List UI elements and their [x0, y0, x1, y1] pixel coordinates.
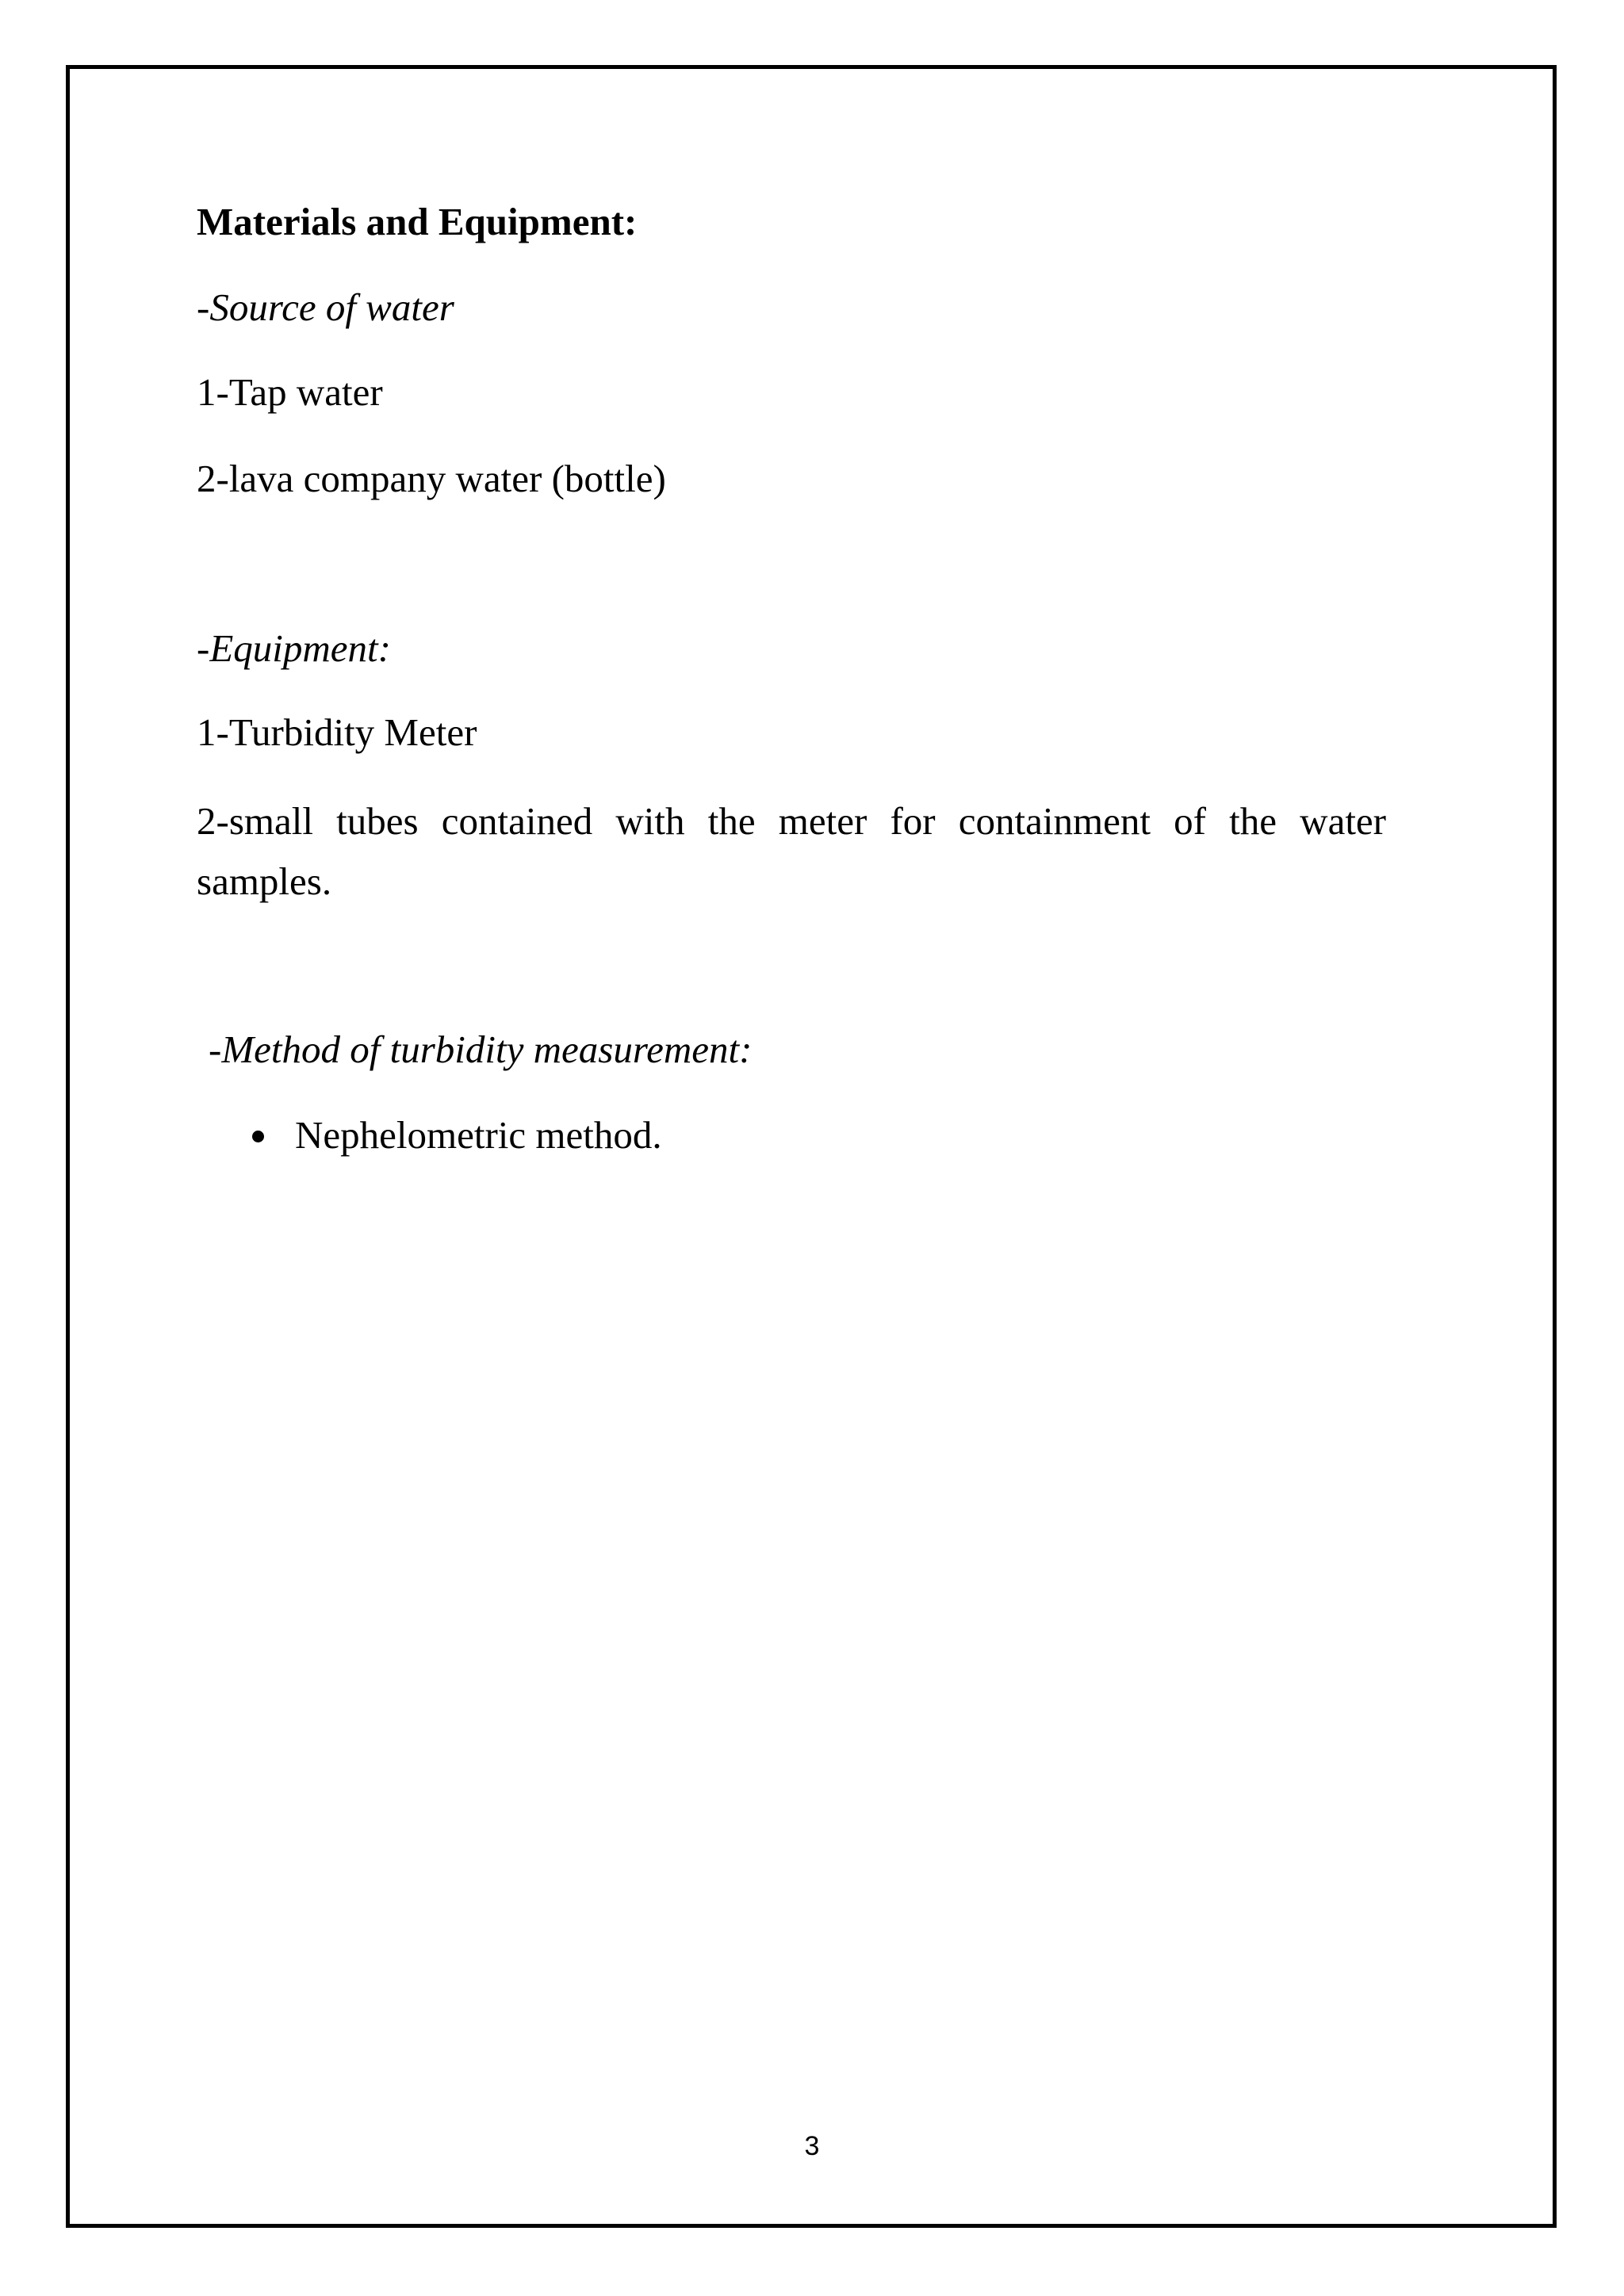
equipment-title: -Equipment:	[197, 626, 391, 670]
page-number: 3	[804, 2131, 820, 2161]
bullet-icon	[252, 1131, 264, 1142]
method-bullet-item: Nephelometric method.	[295, 1113, 662, 1157]
source-item-1: 1-Tap water	[197, 370, 383, 414]
equipment-item-2: 2-small tubes contained with the meter for containment of the water samples.	[197, 799, 1386, 903]
source-of-water-title: -Source of water	[197, 285, 454, 329]
section-heading: Materials and Equipment:	[197, 200, 638, 243]
method-title: -Method of turbidity measurement:	[209, 1027, 753, 1071]
equipment-item-1: 1-Turbidity Meter	[197, 710, 477, 754]
source-item-2: 2-lava company water (bottle)	[197, 457, 666, 500]
